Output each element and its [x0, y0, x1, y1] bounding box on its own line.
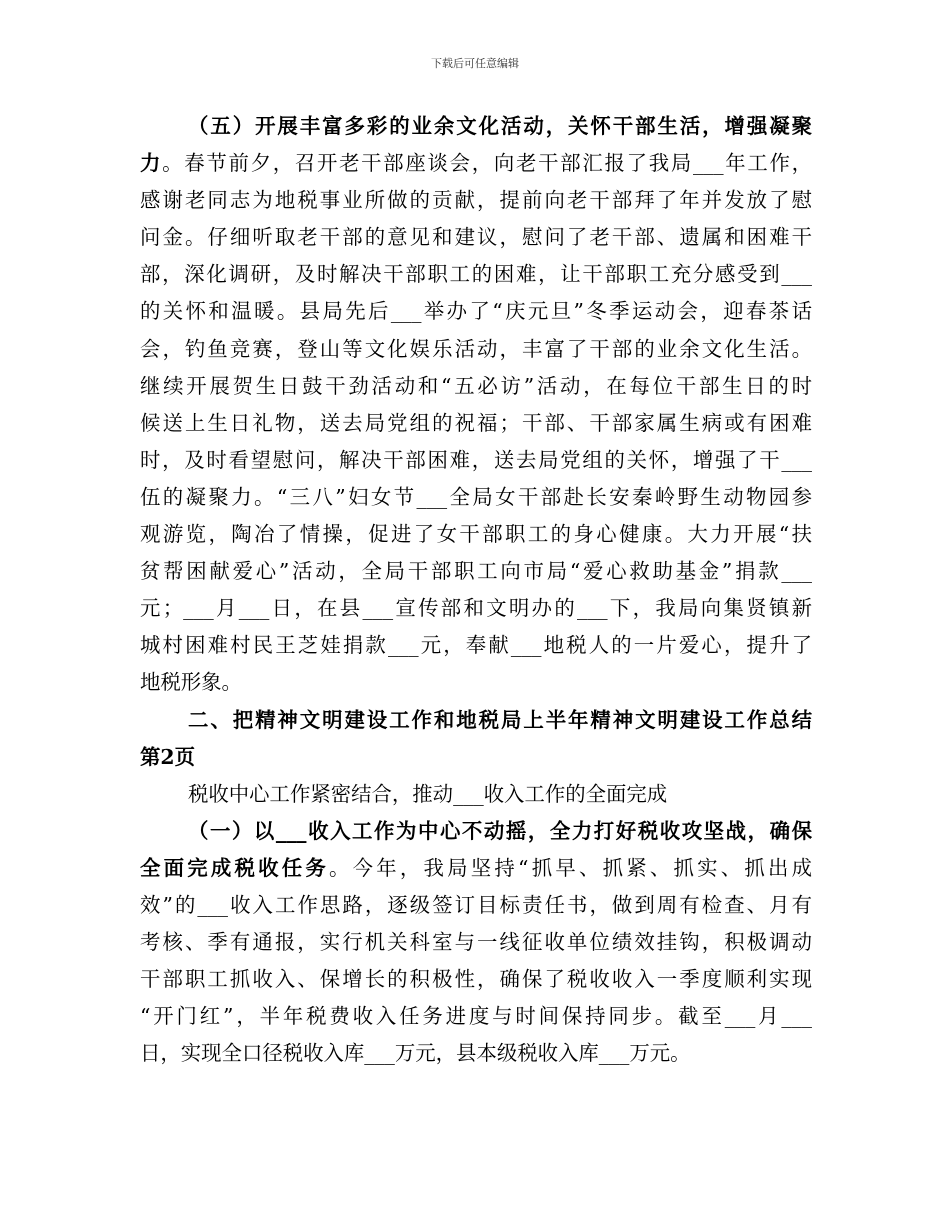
- text-line: [140, 516, 812, 553]
- text-line: [140, 331, 812, 368]
- text-line: [140, 887, 812, 924]
- body-text: 问金。仔细听取老干部的意见和建议，慰问了老干部、遗属和困难干: [140, 225, 812, 250]
- body-text: 城村困难村民王芝娃捐款___元，奉献___地税人的一片爱心，提升了: [140, 633, 812, 658]
- text-line: [140, 145, 812, 182]
- body-text: 继续开展贺生日鼓干劲活动和“五必访”活动，在每位干部生日的时: [140, 373, 812, 398]
- body-text: 观游览，陶冶了情操，促进了女干部职工的身心健康。大力开展“扶: [140, 522, 812, 547]
- bold-text: 全面完成税收任务: [140, 855, 330, 880]
- body-text: 考核、季有通报，实行机关科室与一线征收单位绩效挂钩，积极调动: [140, 930, 812, 955]
- text-line: [140, 627, 812, 664]
- page-header: 下载后可任意编辑: [431, 57, 519, 70]
- text-line: [140, 1035, 812, 1072]
- text-line: [140, 664, 812, 701]
- text-line: [140, 108, 812, 145]
- text-line: [140, 256, 812, 293]
- body-text: 。春节前夕，召开老干部座谈会，向老干部汇报了我局___年工作，: [162, 151, 812, 176]
- body-text: 部，深化调研，及时解决干部职工的困难，让干部职工充分感受到___: [140, 262, 812, 287]
- body-text: 的关怀和温暖。县局先后___举办了“庆元旦”冬季运动会，迎春茶话: [140, 299, 812, 324]
- text-line: [140, 961, 812, 998]
- text-line: [140, 293, 812, 330]
- body-text: 元；___月___日，在县___宣传部和文明办的___下，我局向集贤镇新: [140, 596, 812, 621]
- body-text: 会，钓鱼竞赛，登山等文化娱乐活动，丰富了干部的业余文化生活。: [140, 336, 812, 361]
- body-text: “开门红”，半年税费收入任务进度与时间保持同步。截至___月___: [140, 1004, 812, 1029]
- body-text: 地税形象。: [140, 670, 242, 695]
- text-line: [140, 739, 812, 776]
- bold-text: 第2页: [140, 744, 195, 769]
- body-text: 时，及时看望慰问，解决干部困难，送去局党组的关怀，增强了干___: [140, 447, 812, 472]
- text-line: [140, 479, 812, 516]
- bold-text: （一）以___收入工作为中心不动摇，全力打好税收攻坚战，确保: [188, 818, 812, 843]
- text-line: [140, 590, 812, 627]
- text-line: [140, 182, 812, 219]
- bold-text: 力: [140, 151, 163, 176]
- text-line: [140, 776, 812, 813]
- body-text: 税收中心工作紧密结合，推动___收入工作的全面完成: [188, 781, 668, 806]
- text-line: [140, 442, 812, 479]
- document-body: [140, 108, 812, 1072]
- body-text: 伍的凝聚力。“三八”妇女节___全局女干部赴长安秦岭野生动物园参: [140, 484, 812, 509]
- text-line: [140, 553, 812, 590]
- text-line: [140, 405, 812, 442]
- bold-text: 二、把精神文明建设工作和地税局上半年精神文明建设工作总结: [188, 707, 812, 732]
- body-text: 候送上生日礼物，送去局党组的祝福；干部、干部家属生病或有困难: [140, 410, 812, 435]
- body-text: 干部职工抓收入、保增长的积极性，确保了税收收入一季度顺利实现: [140, 967, 812, 992]
- text-line: [140, 219, 812, 256]
- body-text: 贫帮困献爱心”活动，全局干部职工向市局“爱心救助基金”捐款___: [140, 559, 812, 584]
- text-line: [140, 998, 812, 1035]
- text-line: [140, 850, 812, 887]
- body-text: 日，实现全口径税收入库___万元，县本级税收入库___万元。: [140, 1041, 691, 1066]
- text-line: [140, 924, 812, 961]
- bold-text: （五）开展丰富多彩的业余文化活动，关怀干部生活，增强凝聚: [188, 114, 812, 138]
- body-text: 效”的___收入工作思路，逐级签订目标责任书，做到周有检查、月有: [140, 892, 812, 917]
- body-text: 感谢老同志为地税事业所做的贡献，提前向老干部拜了年并发放了慰: [140, 188, 812, 213]
- body-text: 。今年，我局坚持“抓早、抓紧、抓实、抓出成: [329, 855, 812, 880]
- text-line: [140, 702, 812, 739]
- text-line: [140, 813, 812, 850]
- text-line: [140, 368, 812, 405]
